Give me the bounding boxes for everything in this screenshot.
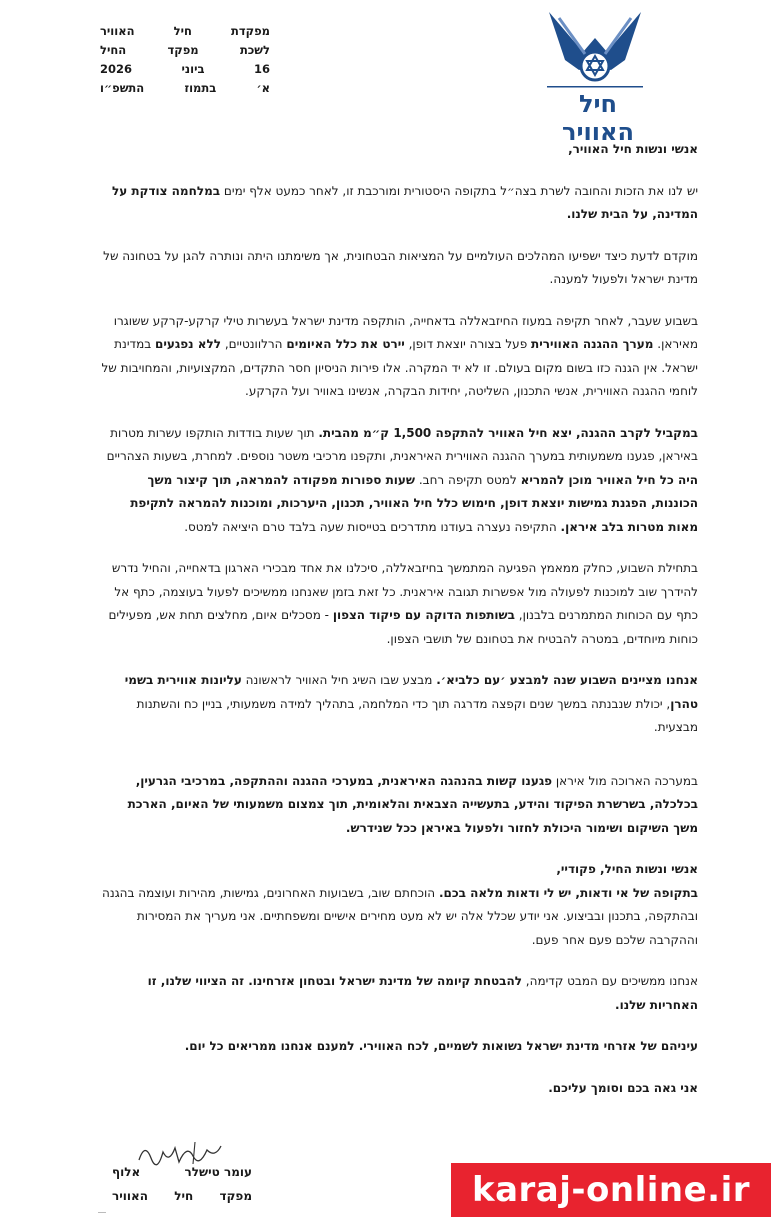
paragraph-5 <box>100 557 698 651</box>
text-run: יש לנו את הזכות והחובה לשרת בצה״ל בתקופה היסטורית ומורכבת זו, לאחר כמעט אלף ימים <box>223 183 698 198</box>
header-cell: ביוני <box>181 62 205 76</box>
closing-line: אני גאה בכם וסומך עליכם. <box>548 1080 698 1095</box>
text-run: בתקופה של אי ודאות, יש לי ודאות מלאה בכם. <box>438 885 698 900</box>
signer-role: מפקד <box>219 1189 252 1203</box>
signature-row <box>112 1184 252 1208</box>
salutation: אנשי ונשות חיל האוויר, <box>568 142 698 156</box>
header-row <box>100 22 270 41</box>
header-row <box>100 41 270 60</box>
header-row <box>100 79 270 98</box>
text-run: להבטחת קיומה של מדינת ישראל ובטחון אזרחינו. זה הציווי שלנו, זו האחריות שלנו. <box>147 974 698 1012</box>
text-run: ללא נפגעים <box>154 337 221 351</box>
text-run: הרלוונטיים, <box>221 337 287 351</box>
text-run: פעל בצורה יוצאת דופן, <box>404 337 531 351</box>
paragraph-8-salute: אנשי ונשות החיל, פקודיי, <box>556 862 698 876</box>
text-run: אנחנו ממשיכים עם המבט קדימה, <box>521 974 698 988</box>
paragraph-8 <box>100 882 698 953</box>
header-row <box>100 60 270 79</box>
paragraph-3 <box>100 310 698 404</box>
paragraph-10: עיניהם של אזרחי מדינת ישראל נשואות לשמיים, לכח האווירי. למענם אנחנו ממריאים כל יום. <box>184 1039 698 1053</box>
text-run: שעות ספורות מפקודה להמראה, תוך קיצור משך הכוננות, הפגנת גמישות יוצאת דופן, חימוש כלל חיל האוויר, תכנון, היערכות, ומוכנות להמראה לתקיפת מאות מטרות בלב איראן. <box>130 472 698 534</box>
paragraph-4 <box>100 422 698 540</box>
signer-role: חיל <box>174 1189 194 1203</box>
text-run: במלחמה צודקת על המדינה, על הבית שלנו. <box>112 183 698 221</box>
text-run: פגענו קשות בהנהגה האיראנית, במערכי ההגנה וההתקפה, במרכיבי הגרעין, בכלכלה, בשרשרת הפיקוד והידע, בתעשייה הצבאית והלאומית, תוך צמצום משמעותי של האיום, הארכת משך השיקום ושימור היכולת לחזור ולפעול באיראן ככל שנידרש. <box>127 773 698 835</box>
header-cell: לשכת <box>239 43 270 57</box>
divider <box>98 1212 106 1213</box>
text-run: תוך שעות בודדות הותקפו עשרות מטרות באיראן, פגענו משמעותית במערך ההגנה האווירית האיראנית, ותקפנו מרכיבי משטר נוספים. למחרת, בשעות הצהריים <box>106 425 698 463</box>
header-block <box>100 22 270 98</box>
header-cell: מפקד <box>167 43 199 57</box>
text-run: יירט את כלל האיומים <box>286 337 405 351</box>
text-run: , יכולת שנבנתה במשך שנים וקפצה מדרגה תוך כדי המלחמה, בתהליך למידה משמעותי, בניין כח והשתנות מבצעית. <box>136 696 698 734</box>
signer-name: עומר טישלר <box>184 1165 252 1179</box>
paragraph-9 <box>100 970 698 1017</box>
text-run: עליונות אווירית בשמי טהרן <box>124 673 698 711</box>
paragraph-6 <box>100 669 698 740</box>
text-run: התקיפה נעצרה בעודנו מתדרכים בטייסות שעה בלבד טרם היציאה למטס. <box>184 519 561 534</box>
watermark-banner: karaj-online.ir <box>451 1163 771 1217</box>
text-run: מבצע שבו השיג חיל האוויר לראשונה <box>241 673 437 687</box>
text-run: בתחילת השבוע, כחלק ממאמץ הפגיעה המתמשך בחיזבאללה, סיכלנו את אחד מבכירי הארגון בדאחייה, והחיל נדרש להידרך שוב למוכנות לפעולה מול אפשרות תגובה איראנית. כל זאת בזמן שאנחנו ממשיכים לפעול בעוצמה, כתף אל כתף עם הכוחות המתמרנים בלבנון, <box>111 561 698 622</box>
text-run: הוכחתם שוב, בשבועות האחרונים, גמישות, מהירות ועוצמה בהגנה ובהתקפה, בתכנון ובביצוע. אני יודע שכלל אלה יש לא מעט מחירים אישיים ומשפחתיים. אני מעריך את המסירות וההקרבה שלכם פעם אחר פעם. <box>102 885 698 947</box>
signature-row <box>112 1160 252 1184</box>
text-run: במקביל לקרב ההגנה, יצא חיל האוויר להתקפה 1,500 ק״מ מהבית. <box>318 425 698 440</box>
text-run: היה כל חיל האוויר מוכן להמריא <box>520 472 698 487</box>
text-run: למטס תקיפה רחב. <box>415 472 521 487</box>
header-cell: חיל <box>173 24 192 38</box>
paragraph-1 <box>100 180 698 227</box>
signer-rank: אלוף <box>112 1165 141 1179</box>
header-cell: 16 <box>253 62 270 76</box>
text-run: - מסכלים איום, מחלצים תחת אש, מפעילים כוחות מיוחדים, במטרה להבטיח את בטחונם של תושבי הצפון. <box>108 608 698 646</box>
text-run: אנחנו מציינים השבוע שנה למבצע ׳עם כלביא׳. <box>436 673 698 687</box>
text-run: מערך ההגנה האווירית <box>531 337 654 351</box>
header-cell: 2026 <box>100 62 133 76</box>
header-cell: התשפ״ו <box>100 81 145 95</box>
paragraph-7 <box>100 770 698 841</box>
header-cell: האוויר <box>100 24 135 38</box>
header-cell: מפקדת <box>231 24 270 38</box>
paragraph-2: מוקדם לדעת כיצד ישפיעו המהלכים העולמיים על המציאות הבטחונית, אך משימתנו היתה ונותרה להגן על בטחונה של מדינת ישראל ולפעול למענה. <box>103 248 698 286</box>
letter-body <box>100 138 698 1100</box>
org-label: חיל האוויר <box>562 90 634 146</box>
header-cell: בתמוז <box>184 81 217 95</box>
header-cell: א׳ <box>256 81 270 95</box>
text-run: בשבוע שעבר, לאחר תקיפה במעוז החיזבאללה בדאחייה, הותקפה מדינת ישראל בעשרות טילי קרקע-קרקע ששוגרו מאיראן. <box>113 313 698 351</box>
text-run: במדינת ישראל. אין הגנה כזו בשום מקום בעולם. זו לא יד המקרה. אלו פירות הניסיון חסר התקדים, המקצועיות, והמחויבות של לוחמי ההגנה האווירית, אנשי התכנון, השליטה, יחידות הבקרה, אנשינו באוויר ועל הקרקע. <box>101 337 698 398</box>
text-run: במערכה הארוכה מול איראן <box>552 773 698 788</box>
text-run: בשותפות הדוקה עם פיקוד הצפון <box>332 608 515 622</box>
signer-role: האוויר <box>112 1189 148 1203</box>
signature-block <box>112 1160 252 1208</box>
header-cell: החיל <box>100 43 127 57</box>
